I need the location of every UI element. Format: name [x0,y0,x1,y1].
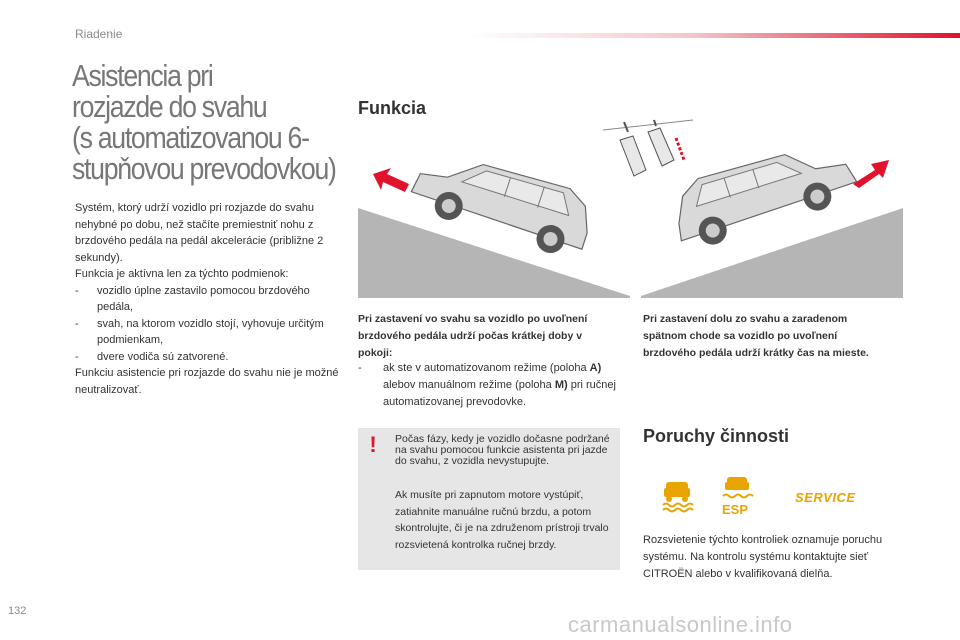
list-item: - svah, na ktorom vozidlo stojí, vyhovuje určitým podmienkam, [75,316,340,349]
header-rule [470,33,960,38]
exclamation-icon: ! [369,432,377,457]
list-item: - vozidlo úplne zastavilo pomocou brzdového pedála, [75,283,340,316]
car-reverse-downhill-illustration-car [668,140,868,240]
conditions-list [75,283,340,366]
caption-uphill: Pri zastavení vo svahu sa vozidlo po uvoľnení brzdového pedála udrží počas krátkej doby v pokoji: [358,313,588,359]
fault-text: Rozsvietenie týchto kontroliek oznamuje poruchu systému. Na kontrolu systému kontaktujte sieť CITROËN alebo v kvalifikovaná dielňa. [643,534,883,580]
esp-warning-icon [720,474,754,516]
title-line-1: Asistencia pri [72,58,213,93]
caption-downhill: Pri zastavení dolu zo svahu a zaradenom spätnom chode sa vozidlo po uvoľnení brzdového pedála udrží krátky čas na mieste. [643,313,869,359]
arrow-icon [853,156,889,188]
list-text: ak ste v automatizovanom režime (poloha [383,362,590,374]
traction-warning-icon [660,478,694,512]
service-warning-icon: SERVICE [795,490,856,505]
list-item: - dvere vodiča sú zatvorené. [75,349,340,366]
function-list [358,360,618,411]
page-title [72,58,336,186]
neutralize-note: Funkciu asistencie pri rozjazde do svahu nie je možné neutralizovať. [75,367,339,396]
esp-label: ESP [722,502,749,517]
funkcia-heading: Funkcia [358,98,427,118]
watermark: carmanualsonline.info [568,612,793,637]
title-line-3: (s automatizovanou 6- [72,120,309,155]
list-item [358,360,618,411]
page-number: 132 [8,605,27,617]
mode-m: M) [554,379,568,391]
conditions-lead: Funkcia je aktívna len za týchto podmienok: [75,268,289,280]
car-uphill-illustration-car [395,150,605,250]
section-label: Riadenie [75,27,123,41]
intro-text [75,200,340,398]
list-text: alebov manuálnom režime (poloha [383,379,555,391]
mode-a: A) [589,362,602,374]
title-line-2: rozjazde do svahu [72,89,267,124]
arrow-icon [373,168,409,198]
poruchy-heading: Poruchy činnosti [643,426,790,446]
warning-text: Počas fázy, kedy je vozidlo dočasne podržané na svahu pomocou funkcie asistenta pri jazde do svahu, z vozidla nevystupujte. [395,433,610,467]
warning-text-2: Ak musíte pri zapnutom motore vystúpiť, zatiahnite manuálne ručnú brzdu, a potom skontrolujte, či je na združenom prístroji trvalo rozsvietená kontrolka ručnej brzdy. [395,489,609,551]
title-line-4: stupňovou prevodovkou) [72,151,336,186]
intro-paragraph: Systém, ktorý udrží vozidlo pri rozjazde do svahu nehybné po dobu, než stačíte premiestniť nohu z brzdového pedála na pedál akcelerácie (približne 2 sekundy). [75,202,324,264]
list-text: pri ručnej automatizovanej prevodovke. [383,379,616,408]
